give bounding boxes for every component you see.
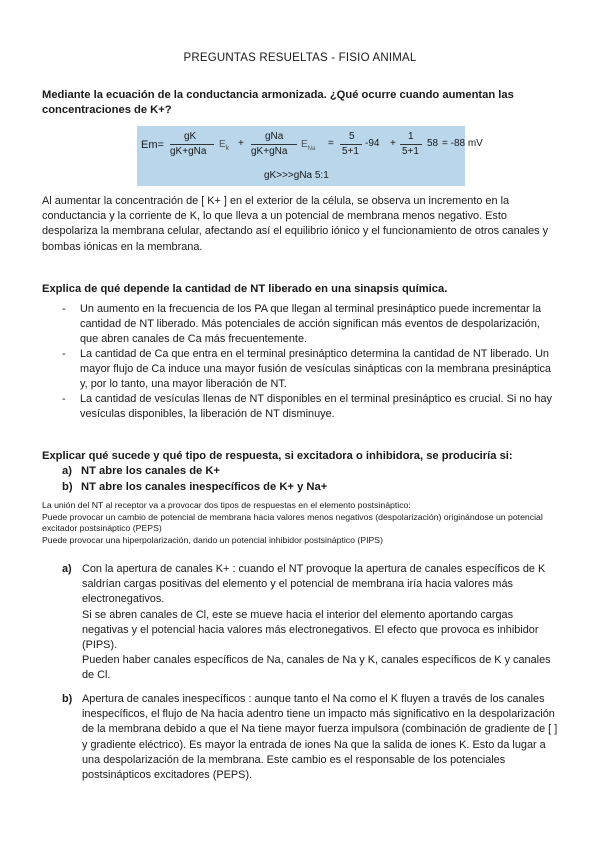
formula-ek: $E_k$ (219, 139, 230, 152)
formula-gna-den: gK+gNa (251, 146, 288, 157)
question-2: Explica de qué depende la cantidad de NT liberado en una sinapsis química. (42, 283, 448, 295)
formula-ena: $E_{Na}$ (301, 139, 316, 152)
page-title: PREGUNTAS RESUELTAS - FISIO ANIMAL (183, 52, 417, 64)
bullet-item: - La cantidad de Ca que entra en el terminal presináptico determina la cantidad de NT liberado. Un mayor flujo de Ca induce una mayor fusión de vesículas sinápticas con la membrana presináptica y, por lo tanto, una mayor liberación de NT. (62, 347, 562, 393)
answer-a-paragraph: Si se abren canales de Cl, este se mueve hacia el interior del elemento aportando cargas negativas y el potencial hacia valores más electronegativos. El efecto que provoca es inhibidor (PIPS). (82, 608, 539, 652)
formula-gk-den: gK+gNa (170, 146, 207, 157)
question-1: Mediante la ecuación de la conductancia armonizada. ¿Qué ocurre cuando aumentan las concentraciones de K+? (42, 89, 514, 116)
bullet-text: Un aumento en la frecuencia de los PA que llegan al terminal presináptico puede incrementar la cantidad de NT liberado. Más potenciales de acción significan más eventos de despolarización, que abren canales de Ca más frecuentemente. (80, 303, 542, 346)
note-line-3: Puede provocar una hiperpolarización, dando un potencial inhibidor postsináptico (PIPS) (42, 535, 383, 545)
formula-num-2: 1 (408, 131, 414, 142)
answer-a-paragraph: Pueden haber canales específicos de Na, canales de Na y K, canales específicos de K y canales de Cl. (82, 654, 551, 682)
formula-plus-1: + (238, 138, 244, 149)
formula-em: Em= (141, 139, 164, 151)
question-3: Explicar qué sucede y qué tipo de respuesta, si excitadora o inhibidora, se produciría si: (42, 450, 513, 462)
bullet-text: La cantidad de Ca que entra en el terminal presináptico determina la cantidad de NT liberado. Un mayor flujo de Ca induce una mayor fusión de vesículas sinápticas con la membrana presináptica y, por lo tanto, una mayor liberación de NT. (80, 348, 551, 391)
formula-equals: = (328, 138, 334, 149)
formula-num-1: 5 (349, 131, 355, 142)
bullet-item: - La cantidad de vesículas llenas de NT disponibles en el terminal presináptico es crucial. Si no hay vesículas disponibles, la liberación de NT disminuye. (62, 392, 562, 423)
formula-value-2: 58 (427, 138, 439, 149)
note-line-2: Puede provocar un cambio de potencial de membrana hacia valores menos negativos (despolarización) originándose un potencial excitador postsináptico (PEPS) (42, 512, 543, 534)
formula-ratio: gK>>>gNa 5:1 (264, 170, 329, 181)
conductance-formula-image (137, 126, 483, 186)
note-line-1: La unión del NT al receptor va a provocar dos tipos de respuestas en el elemento postsináptico: (42, 500, 411, 510)
formula-value-1: -94 (365, 138, 380, 149)
answer-a-paragraph: Con la apertura de canales K+ : cuando el NT provoque la apertura de canales específicos de K saldrían cargas positivas del elemento y el potencial de membrana iría hacia valores más electronegativos. (82, 563, 546, 606)
formula-plus-2: + (390, 138, 396, 149)
formula-gna-num: gNa (265, 131, 284, 142)
formula-den-2: 5+1 (402, 146, 419, 157)
answer-b-paragraph: Apertura de canales inespecíficos : aunque tanto el Na como el K fluyen a través de los canales inespecíficos, el flujo de Na hacia adentro tiene un impacto más significativo en la despolarización de la membrana debido a que el Na tiene mayor fuerza impulsora (combinación de gradiente de [ ] y gradiente eléctrico). Es mayor la entrada de iones Na que la salida de iones K. Esto da lugar a una despolarización de la membrana. Este cambio es el responsable de los potenciales postsinápticos excitadores (PEPS). (82, 693, 558, 782)
document-page: PREGUNTAS RESUELTAS - FISIO ANIMAL Mediante la ecuación de la conductancia armonizada. ¿Qué ocurre cuando aumentan las concentraciones de K+? Em= gK gK+gNa $E_k$ + gNa gK+gNa $E_{Na}$ = 5 5+1 -94 + 1 5+1 58 = -88 mV gK>>>gNa 5:1 Al aumentar la concentración de [ K+ ] en el exterior de la célula, se observa un incremento en la conductancia y la corriente de K, lo que lleva a un potencial de membrana menos negativo. Esto despolariza la membrana celular, afectando así el equilibrio iónico y el funcionamiento de otros canales y bombas iónicas en la membrana. Explica de qué depende la cantidad de NT liberado en una sinapsis química. - Un aumento en la frecuencia de los PA que llegan al terminal presináptico puede incrementar la cantidad de NT liberado. Más potenciales de acción significan más eventos de despolarización, que abren canales de Ca más frecuentemente. - La cantidad de Ca que entra en el terminal presináptico determina la cantidad de NT liberado. Un mayor flujo de Ca induce una mayor fusión de vesículas sinápticas con la membrana presináptica y, por lo tanto, una mayor liberación de NT. - La cantidad de vesículas llenas de NT disponibles en el terminal presináptico es crucial. Si no hay vesículas disponibles, la liberación de NT disminuye. Explicar qué sucede y qué tipo de respuesta, si excitadora o inhibidora, se produciría si: a) NT abre los canales de K+ b) NT abre los canales inespecíficos de K+ y Na+ La unión del NT al receptor va a provocar dos tipos de respuestas en el elemento postsináptico: Puede provocar un cambio de potencial de membrana hacia valores menos negativos (despolarización) originándose un potencial excitador postsináptico (PEPS) Puede provocar una hiperpolarización, dando un potencial inhibidor postsináptico (PIPS) a) Con la apertura de canales K+ : cuando el NT provoque la apertura de canales específicos de K saldrían cargas positivas del elemento y el potencial de membrana iría hacia valores más electronegativos. Si se abren canales de Cl, este se mueve hacia el interior del elemento aportando cargas negativas y el potencial hacia valores más electronegativos. El efecto que provoca es inhibidor (PIPS). Pueden haber canales específicos de Na, canales de Na y K, canales específicos de K y canales de Cl. b) Apertura de canales inespecíficos : aunque tanto el Na como el K fluyen a través de los canales inespecíficos, el flujo de Na hacia adentro tiene un impacto más significativo en la despolarización de la membrana debido a que el Na tiene mayor fuerza impulsora (combinación de gradiente de [ ] y gradiente eléctrico). Es mayor la entrada de iones Na que la salida de iones K. Esto da lugar a una despolarización de la membrana. Este cambio es el responsable de los potenciales postsinápticos excitadores (PEPS). (0, 0, 600, 848)
formula-result: = -88 mV (442, 138, 483, 149)
answer-1: Al aumentar la concentración de [ K+ ] en el exterior de la célula, se observa un incremento en la conductancia y la corriente de K, lo que lleva a un potencial de membrana menos negativo. Esto despolariza la membrana celular, afectando así el equilibrio iónico y el funcionamiento de otros canales y bombas iónicas en la membrana. (42, 195, 549, 253)
bullet-text: La cantidad de vesículas llenas de NT disponibles en el terminal presináptico es crucial. Si no hay vesículas disponibles, la liberación de NT disminuye. (80, 393, 552, 421)
formula-gk-num: gK (184, 131, 197, 142)
bullet-item: - Un aumento en la frecuencia de los PA que llegan al terminal presináptico puede incrementar la cantidad de NT liberado. Más potenciales de acción significan más eventos de despolarización, que abren canales de Ca más frecuentemente. (62, 302, 562, 348)
formula-den-1: 5+1 (342, 146, 359, 157)
